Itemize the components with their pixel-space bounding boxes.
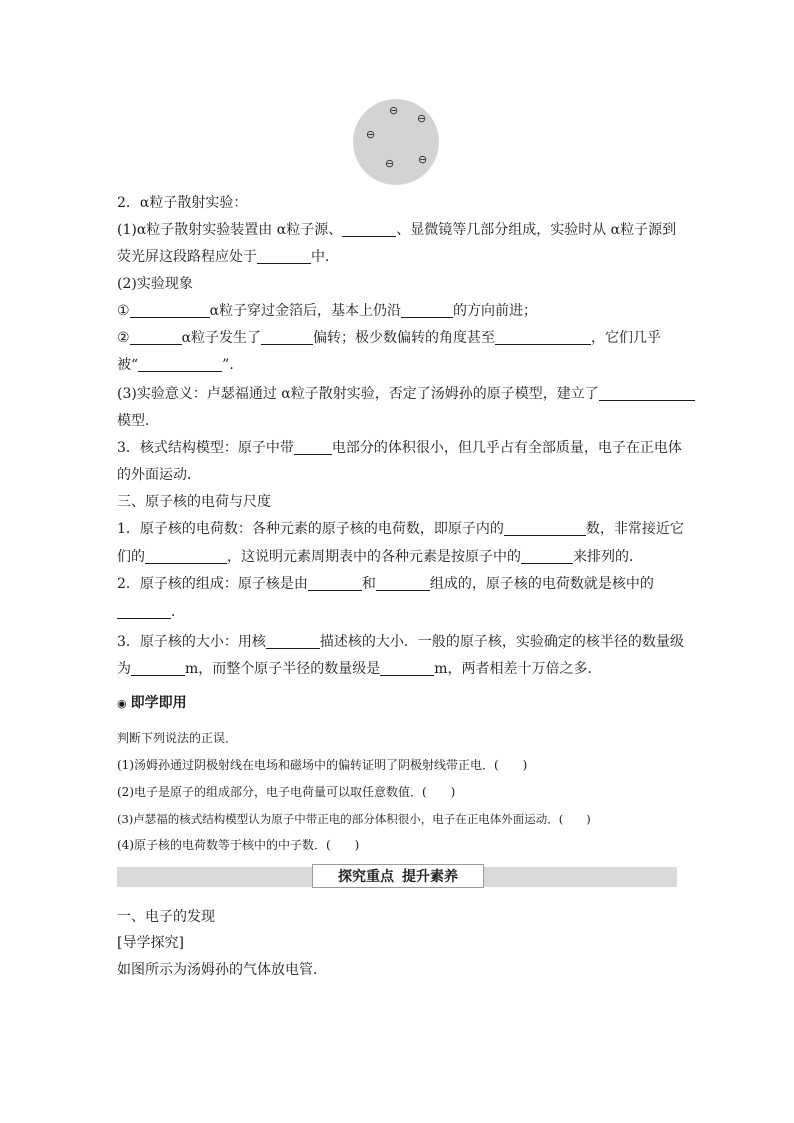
text: (3)实验意义：卢瑟福通过 α粒子散射实验，否定了汤姆孙的原子模型，建立了 <box>117 386 599 402</box>
item-3-line1 <box>117 435 682 462</box>
text: 和 <box>361 576 376 592</box>
text: 2．α粒子散射实验： <box>117 195 248 211</box>
item-2-2-title <box>117 271 677 298</box>
practice-item-3 <box>117 806 677 832</box>
banner-right-text: 提升素养 <box>402 869 458 885</box>
item-3-line2 <box>117 462 677 489</box>
text: 的方向前进； <box>453 303 538 319</box>
text: 来排列的． <box>573 549 643 565</box>
practice-item-2 <box>117 779 677 805</box>
text: 组成的，原子核的电荷数就是核中的 <box>429 576 654 592</box>
text: 即学即用 <box>130 695 187 711</box>
text: 电部分的体积很小，但几乎占有全部质量，电子在正电体 <box>331 440 682 456</box>
text: ，这说明元素周期表中的各种元素是按原子中的 <box>227 549 521 565</box>
text: 荧光屏这段路程应处于 <box>117 249 257 265</box>
practice-heading <box>117 690 677 717</box>
text: α粒子发生了 <box>181 330 262 346</box>
fill-blank[interactable] <box>495 327 591 345</box>
text: 描述核的大小．一般的原子核，实验确定的核半径的数量级 <box>319 634 684 650</box>
electron-3: ⊖ <box>366 128 376 141</box>
fill-blank[interactable] <box>308 573 362 591</box>
electron-5: ⊖ <box>385 157 395 170</box>
text: m，而整个原子半径的数量级是 <box>185 661 381 677</box>
nucleus-3-line2 <box>117 656 677 683</box>
phenomenon-2-cont <box>117 352 677 379</box>
fill-blank[interactable] <box>131 658 185 676</box>
fill-blank[interactable] <box>599 383 695 401</box>
phenomenon-2 <box>117 325 677 352</box>
fill-blank[interactable] <box>342 219 396 237</box>
text: 一、电子的发现 <box>117 909 215 925</box>
fill-blank[interactable] <box>261 327 313 345</box>
fill-blank[interactable] <box>294 437 332 455</box>
text: 被“ <box>117 357 139 373</box>
fill-blank[interactable] <box>130 300 210 318</box>
text: ”． <box>222 357 244 373</box>
text: (1)汤姆孙通过阴极射线在电场和磁场中的偏转证明了阴极射线带正电．( ) <box>117 758 528 772</box>
text: 判断下列说法的正误． <box>117 731 238 745</box>
section-title <box>117 904 677 931</box>
text: 偏转；极少数偏转的角度甚至 <box>313 330 496 346</box>
nucleus-3-line1 <box>117 629 684 656</box>
text: ① <box>117 303 130 319</box>
nucleus-2-line2 <box>117 599 677 626</box>
nucleus-1-line1 <box>117 516 684 543</box>
item-2-1-line2 <box>117 244 677 271</box>
banner-left-text: 探究重点 <box>338 869 394 885</box>
text: ② <box>117 330 130 346</box>
fill-blank[interactable] <box>145 546 227 564</box>
atom-model-figure <box>352 98 442 188</box>
item-2-3-line2 <box>117 408 677 435</box>
text: 1．原子核的电荷数：各种元素的原子核的电荷数，即原子内的 <box>117 521 504 537</box>
section-subtitle <box>117 930 677 957</box>
text: (1)α粒子散射实验装置由 α粒子源、 <box>117 222 343 238</box>
phenomenon-1 <box>117 298 677 325</box>
text: (3)卢瑟福的核式结构模型认为原子中带正电的部分体积很小，电子在正电体外面运动．( ) <box>117 812 591 826</box>
text: (4)原子核的电荷数等于核中的中子数．( ) <box>117 838 360 852</box>
fill-blank[interactable] <box>130 327 182 345</box>
text: m，两者相差十万倍之多． <box>434 661 602 677</box>
fill-blank[interactable] <box>138 354 222 372</box>
text: 为 <box>117 661 131 677</box>
practice-intro <box>117 725 677 751</box>
electron-2: ⊖ <box>417 112 427 125</box>
fill-blank[interactable] <box>401 300 453 318</box>
triangle-bullet-icon: ◉ <box>117 697 127 710</box>
electron-1: ⊖ <box>389 104 399 117</box>
text: ，它们几乎 <box>591 330 662 346</box>
fill-blank[interactable] <box>521 546 573 564</box>
fill-blank[interactable] <box>266 631 320 649</box>
text: (2)电子是原子的组成部分，电子电荷量可以取任意数值．( ) <box>117 785 456 799</box>
text: 三、原子核的电荷与尺度 <box>117 494 271 510</box>
nucleus-2-line1 <box>117 571 677 598</box>
text: 的外面运动． <box>117 467 201 483</box>
section-3-heading <box>117 489 677 516</box>
fill-blank[interactable] <box>504 518 586 536</box>
text: 们的 <box>117 549 145 565</box>
text: [导学探究] <box>117 935 184 951</box>
practice-item-1 <box>117 752 677 778</box>
text: 3．原子核的大小：用核 <box>117 634 266 650</box>
text: 2．原子核的组成：原子核是由 <box>117 576 308 592</box>
electron-4: ⊖ <box>418 153 428 166</box>
nucleus-1-line2 <box>117 544 677 571</box>
section-text <box>117 957 677 984</box>
text: 数，非常接近它 <box>585 521 684 537</box>
item-2-3-line1 <box>117 381 677 408</box>
text: 中． <box>311 249 339 265</box>
fill-blank[interactable] <box>380 658 434 676</box>
item-2-title <box>117 190 677 217</box>
item-2-1-line1 <box>117 217 677 244</box>
text: ． <box>171 604 185 620</box>
fill-blank[interactable] <box>117 601 171 619</box>
section-banner <box>312 864 484 888</box>
text: 、显微镜等几部分组成，实验时从 α粒子源到 <box>396 222 677 238</box>
fill-blank[interactable] <box>376 573 430 591</box>
text: 如图所示为汤姆孙的气体放电管． <box>117 962 327 978</box>
practice-item-4 <box>117 832 677 858</box>
fill-blank[interactable] <box>257 246 311 264</box>
text: α粒子穿过金箔后，基本上仍沿 <box>209 303 402 319</box>
text: (2)实验现象 <box>117 276 193 292</box>
text: 3．核式结构模型：原子中带 <box>117 440 294 456</box>
text: 模型． <box>117 413 159 429</box>
